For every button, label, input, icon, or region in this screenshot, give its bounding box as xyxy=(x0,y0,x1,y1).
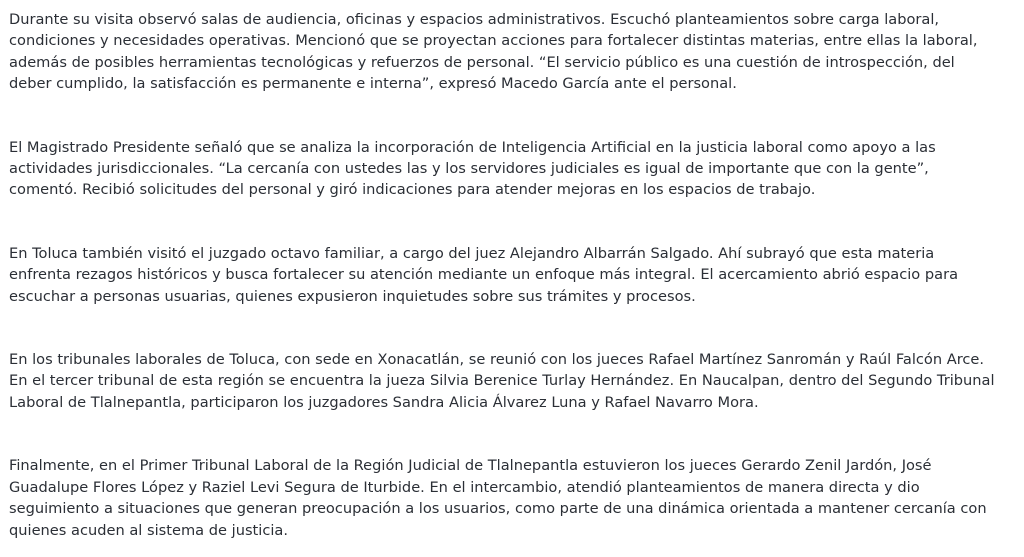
paragraph-juzgado-familiar: En Toluca también visitó el juzgado octavo familiar, a cargo del juez Alejandro Albarrán Salgado. Ahí subrayó que esta materia enfrenta rezagos históricos y busca fortalecer su atención mediante un enfoque más integral. El acercamiento abrió espacio para escuchar a personas usuarias, quienes expusieron inquietudes sobre sus trámites y procesos. xyxy=(9,244,959,305)
paragraph-inteligencia-artificial: El Magistrado Presidente señaló que se analiza la incorporación de Inteligencia Artificial en la justicia laboral como apoyo a las actividades jurisdiccionales. “La cercanía con ustedes las y los servidores judiciales es igual de importante que con la gente”, comentó. Recibió solicitudes del personal y giró indicaciones para atender mejoras en los espacios de trabajo. xyxy=(9,138,936,199)
paragraph-visita: Durante su visita observó salas de audiencia, oficinas y espacios administrativos. Escuchó planteamientos sobre carga laboral, condiciones y necesidades operativas. Mencionó que se proyectan acciones para fortalecer distintas materias, entre ellas la laboral, además de posibles herramientas tecnológicas y refuerzos de personal. “El servicio público es una cuestión de introspección, del deber cumplido, la satisfacción es permanente e interna”, expresó Macedo García ante el personal. xyxy=(9,11,978,93)
paragraph-tribunales-laborales: En los tribunales laborales de Toluca, con sede en Xonacatlán, se reunió con los jueces Rafael Martínez Sanromán y Raúl Falcón Arce. En el tercer tribunal de esta región se encuentra la jueza Silvia Berenice Turlay Hernández. En Naucalpan, dentro del Segundo Tribunal Laboral de Tlalnepantla, participaron los juzgadores Sandra Alicia Álvarez Luna y Rafael Navarro Mora. xyxy=(9,351,995,411)
paragraph-primer-tribunal: Finalmente, en el Primer Tribunal Laboral de la Región Judicial de Tlalnepantla estuvieron los jueces Gerardo Zenil Jardón, José Guadalupe Flores López y Raziel Levi Segura de Iturbide. En el intercambio, atendió planteamientos de manera directa y dio seguimiento a situaciones que generan preocupación a los usuarios, como parte de una dinámica orientada a mantener cercanía con quienes acuden al sistema de justicia. xyxy=(9,457,987,539)
